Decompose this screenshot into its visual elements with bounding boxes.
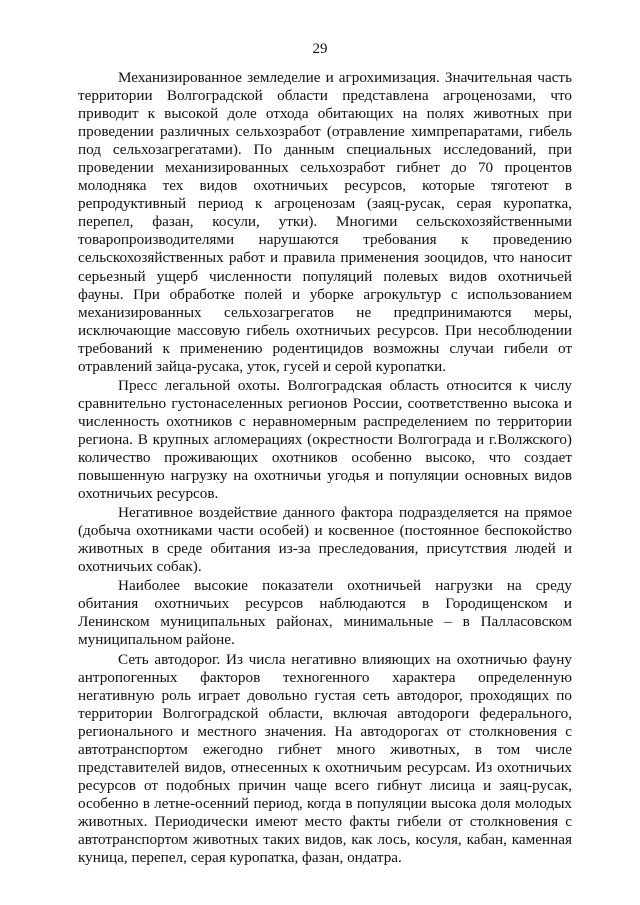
paragraph-hunting-load-districts: Наиболее высокие показатели охотничьей нагрузки на среду обитания охотничьих ресурсов наблюдаются в Городищенском и Ленинском муниципальных районах, минимальные – в Палласовском муниципальном районе.	[78, 577, 572, 649]
paragraph-negative-impact: Негативное воздействие данного фактора подразделяется на прямое (добыча охотниками части особей) и косвенное (постоянное беспокойство животных в среде обитания из-за преследования, присутствия людей и охотничьих собак).	[78, 504, 572, 576]
page-number: 29	[312, 41, 328, 57]
document-body	[78, 69, 572, 867]
paragraph-mechanized-agriculture: Механизированное земледелие и агрохимизация. Значительная часть территории Волгоградской области представлена агроценозами, что приводит к высокой доле отхода обитающих на полях животных при проведении различных сельхозработ (отравление химпрепаратами, гибель под сельхозагрегатами). По данным специальных исследований, при проведении механизированных сельхозработ гибнет до 70 процентов молодняка тех видов охотничьих ресурсов, которые тяготеют в репродуктивный период к агроценозам (заяц-русак, серая куропатка, перепел, фазан, косули, утки). Многими сельскохозяйственными товаропроизводителями нарушаются требования к проведению сельскохозяйственных работ и правила применения зооцидов, что наносит серьезный ущерб численности популяций полевых видов охотничьей фауны. При обработке полей и уборке агрокультур с использованием механизированных сельхозагрегатов не предпринимаются меры, исключающие массовую гибель охотничьих ресурсов. При несоблюдении требований к применению родентицидов возможны случаи гибели от отравлений зайца-русака, уток, гусей и серой куропатки.	[78, 69, 572, 375]
paragraph-road-network: Сеть автодорог. Из числа негативно влияющих на охотничью фауну антропогенных факторов техногенного характера определенную негативную роль играет довольно густая сеть автодорог, проходящих по территории Волгоградской области, включая автодороги федерального, регионального и местного значения. На автодорогах от столкновения с автотранспортом ежегодно гибнет много животных, в том числе представителей видов, отнесенных к охотничьим ресурсам. Из охотничьих ресурсов от подобных причин чаще всего гибнут лисица и заяц-русак, особенно в летне-осенний период, когда в популяции высока доля молодых животных. Периодически имеют место факты гибели от столкновения с автотранспортом животных таких видов, как лось, косуля, кабан, каменная куница, перепел, серая куропатка, фазан, ондатра.	[78, 650, 572, 867]
paragraph-legal-hunting-pressure: Пресс легальной охоты. Волгоградская область относится к числу сравнительно густонаселенных регионов России, соответственно высока и численность охотников с неравномерным распределением по территории региона. В крупных агломерациях (окрестности Волгограда и г.Волжского) количество проживающих охотников особенно высоко, что создает повышенную нагрузку на охотничьи угодья и популяции основных видов охотничьих ресурсов.	[78, 376, 572, 503]
